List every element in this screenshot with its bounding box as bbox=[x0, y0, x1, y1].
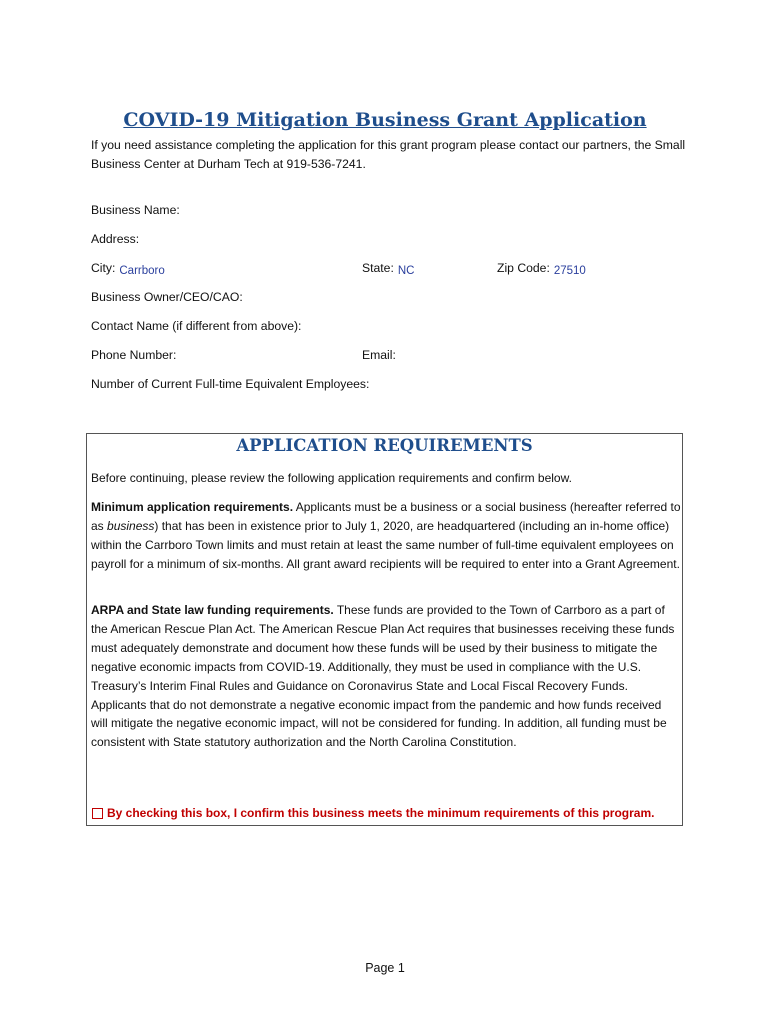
employees-label: Number of Current Full-time Equivalent Employees: bbox=[91, 377, 370, 391]
intro-paragraph: If you need assistance completing the application for this grant program please contact our partners, the Small Business Center at Durham Tech at 919-536-7241. bbox=[91, 138, 686, 171]
minimum-requirements-paragraph bbox=[91, 498, 681, 574]
address-field[interactable] bbox=[91, 232, 139, 246]
city-label: City: bbox=[91, 261, 116, 275]
email-label: Email: bbox=[362, 348, 396, 362]
contact-label: Contact Name (if different from above): bbox=[91, 319, 302, 333]
confirm-checkbox-row[interactable] bbox=[92, 806, 654, 820]
requirements-intro: Before continuing, please review the following application requirements and confirm below. bbox=[91, 471, 572, 485]
confirm-checkbox[interactable] bbox=[92, 808, 103, 819]
arpa-requirements-text: These funds are provided to the Town of Carrboro as a part of the American Rescue Plan Act. The American Rescue Plan Act requires that businesses receiving these funds must adequately demonstrate and document how these funds will be used by their business to mitigate the negative economic impacts from COVID-19. Additionally, they must be used in compliance with the U.S. Treasury’s Interim Final Rules and Guidance on Coronavirus State and Local Fiscal Recovery Funds. Applicants that do not demonstrate a negative economic impact from the pandemic and how funds received will mitigate the negative economic impact, will not be considered for funding. In addition, all funding must be consistent with State statutory authorization and the North Carolina Constitution. bbox=[91, 603, 675, 750]
state-value: NC bbox=[397, 265, 415, 277]
phone-label: Phone Number: bbox=[91, 348, 177, 362]
minimum-requirements-title: Minimum application requirements. bbox=[91, 500, 294, 514]
zip-value: 27510 bbox=[553, 265, 586, 277]
arpa-requirements-paragraph bbox=[91, 601, 681, 752]
confirm-label: By checking this box, I confirm this business meets the minimum requirements of this program. bbox=[107, 806, 655, 820]
email-field[interactable] bbox=[362, 348, 396, 362]
city-field[interactable] bbox=[91, 261, 165, 275]
page-number: Page 1 bbox=[365, 961, 405, 975]
address-label: Address: bbox=[91, 232, 140, 246]
arpa-requirements-title: ARPA and State law funding requirements. bbox=[91, 603, 334, 617]
minimum-requirements-text-1: Applicants must be a business or a social business (hereafter referred to as bbox=[91, 500, 681, 533]
business-name-field[interactable] bbox=[91, 203, 180, 217]
zip-label: Zip Code: bbox=[497, 261, 550, 275]
state-label: State: bbox=[362, 261, 394, 275]
document-title: COVID-19 Mitigation Business Grant Application bbox=[123, 109, 647, 131]
minimum-requirements-italic: business bbox=[107, 518, 155, 533]
minimum-requirements-text-2: ) that has been in existence prior to July 1, 2020, are headquartered (including an in-home office) within the Carrboro Town limits and must retain at least the same number of full-time equivalent employees on payroll for a minimum of six-months. All grant award recipients will be required to enter into a Grant Agreement. bbox=[91, 518, 680, 571]
owner-label: Business Owner/CEO/CAO: bbox=[91, 290, 243, 304]
zip-field[interactable] bbox=[497, 261, 586, 275]
city-value: Carrboro bbox=[119, 265, 165, 277]
state-field[interactable] bbox=[362, 261, 414, 275]
contact-field[interactable] bbox=[91, 319, 301, 333]
business-name-label: Business Name: bbox=[91, 203, 180, 217]
owner-field[interactable] bbox=[91, 290, 243, 304]
requirements-heading: APPLICATION REQUIREMENTS bbox=[236, 436, 533, 455]
employees-field[interactable] bbox=[91, 377, 369, 391]
phone-field[interactable] bbox=[91, 348, 176, 362]
